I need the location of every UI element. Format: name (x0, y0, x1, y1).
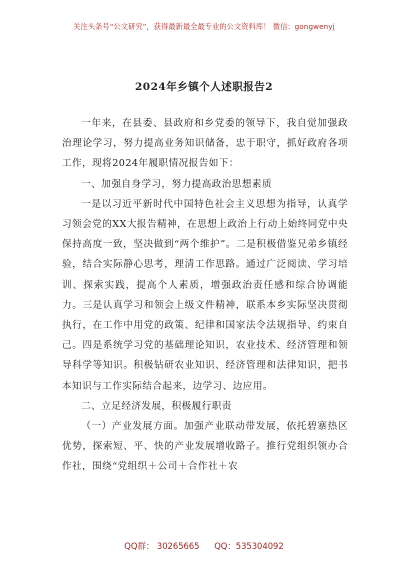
paragraph-intro: 一年来，在县委、县政府和乡党委的领导下，我自觉加强政治理论学习，努力提高业务知识储备，忠于职守，抓好政府各项工作，现将2024年履职情况报告如下： (62, 118, 348, 170)
document-body (62, 114, 348, 478)
document-title: 2024年乡镇个人述职报告2 (134, 81, 274, 93)
paragraph-industry: （一）产业发展方面。加强产业联动带发展，依托碧寨热区优势，探索短、平、快的产业发展增收路子。推行党组织领办合作社，围绕“党组织＋公司＋合作社＋农 (62, 421, 348, 473)
section-heading-2: 二、立足经济发展，积极履行职责 (81, 400, 232, 412)
footer-qq-group: QQ群： 30265665 (124, 541, 200, 551)
section-heading-1: 一、加强自身学习，努力提高政治思想素质 (81, 178, 273, 190)
paragraph-study: 一是以习近平新时代中国特色社会主义思想为指导，认真学习领会党的XX大报告精神，在思想上政治上行动上始终同党中央保持高度一致，坚决做到“两个维护”。二是积极借鉴兄弟乡镇经验，结合实际静心思考，理清工作思路。通过广泛阅读、学习培训、探索实践，提高个人素质，增强政治责任感和综合协调能力。三是认真学习和领会上级文件精神，联系本乡实际坚决贯彻执行，在工作中用党的政策、纪律和国家法令法规指导、约束自己。四是系统学习党的基础理论知识，农业技术、经济管理和领导科学等知识。积极钻研农业知识、经济管理和法律知识，把书本知识与工作实际结合起来，边学习、边应用。 (62, 198, 348, 392)
footer-qq: QQ：535304092 (214, 541, 284, 551)
footer-contacts (0, 540, 408, 552)
promo-banner: 关注头条号“公文研究”，获得最新最全最专业的公文资料库！ 微信：gongwenyj (73, 22, 335, 31)
